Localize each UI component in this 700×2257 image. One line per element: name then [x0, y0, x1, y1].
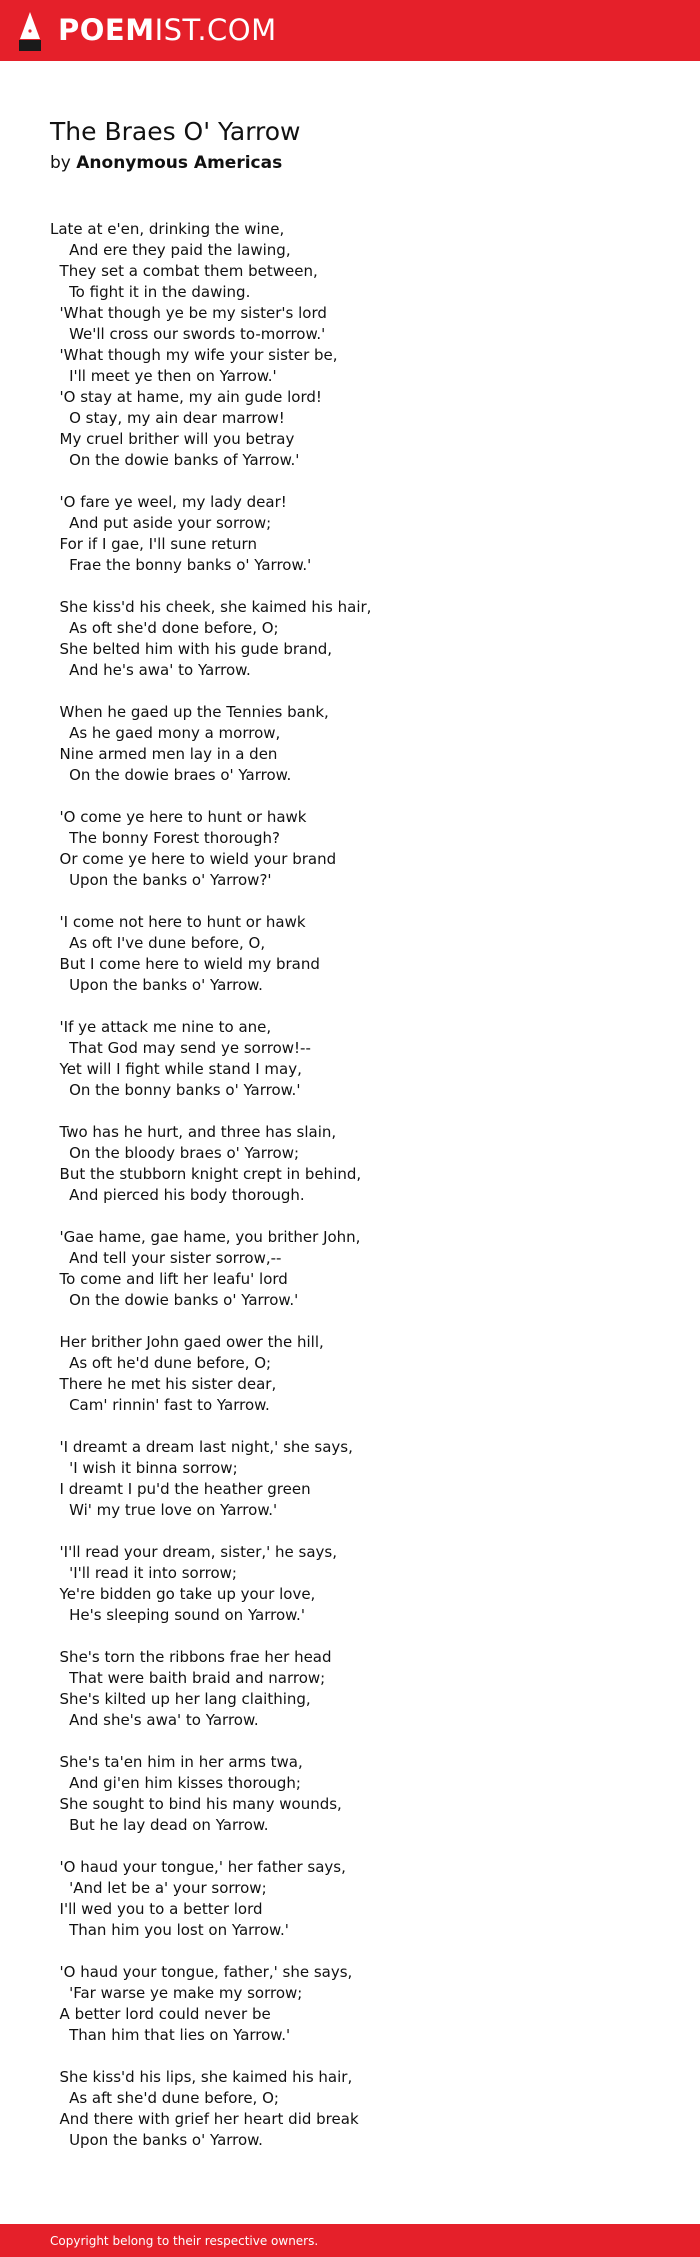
stanza — [50, 912, 371, 996]
poem-line: On the dowie braes o' Yarrow. — [50, 766, 292, 784]
poem-line: Frae the bonny banks o' Yarrow.' — [50, 556, 312, 574]
stanza-gap — [50, 681, 371, 702]
poem-line: I dreamt I pu'd the heather green — [50, 1480, 311, 1498]
stanza-gap — [50, 1626, 371, 1647]
poem-line: On the bloody braes o' Yarrow; — [50, 1144, 300, 1162]
stanza-gap — [50, 1836, 371, 1857]
poem-line: There he met his sister dear, — [50, 1375, 277, 1393]
poem-line: I'll meet ye then on Yarrow.' — [50, 367, 277, 385]
poem-line: On the dowie banks o' Yarrow.' — [50, 1291, 299, 1309]
stanza — [50, 1122, 371, 1206]
poem-line: And she's awa' to Yarrow. — [50, 1711, 259, 1729]
poem-body — [50, 219, 371, 2151]
poem-line: On the bonny banks o' Yarrow.' — [50, 1081, 301, 1099]
byline — [50, 151, 660, 175]
poem-line: Than him you lost on Yarrow.' — [50, 1921, 289, 1939]
poem-line: 'What though ye be my sister's lord — [50, 304, 327, 322]
site-logo[interactable] — [18, 11, 277, 51]
poem-line: And tell your sister sorrow,-- — [50, 1249, 282, 1267]
stanza — [50, 1332, 371, 1416]
poem-line: 'Gae hame, gae hame, you brither John, — [50, 1228, 361, 1246]
poem-header — [50, 116, 660, 175]
poem-line: Upon the banks o' Yarrow. — [50, 2131, 263, 2149]
poem-line: 'I'll read your dream, sister,' he says, — [50, 1543, 337, 1561]
poem-line: She's torn the ribbons frae her head — [50, 1648, 332, 1666]
poem-line: Cam' rinnin' fast to Yarrow. — [50, 1396, 270, 1414]
poem-line: 'And let be a' your sorrow; — [50, 1879, 267, 1897]
stanza-gap — [50, 786, 371, 807]
poem-line: My cruel brither will you betray — [50, 430, 295, 448]
logo-wordmark-bold: POEM — [58, 13, 155, 47]
poem-line: And gi'en him kisses thorough; — [50, 1774, 301, 1792]
poem-line: Yet will I fight while stand I may, — [50, 1060, 302, 1078]
stanza — [50, 1017, 371, 1101]
poem-line: 'What though my wife your sister be, — [50, 346, 338, 364]
poem-line: As he gaed mony a morrow, — [50, 724, 281, 742]
stanza — [50, 1752, 371, 1836]
poem-line: He's sleeping sound on Yarrow.' — [50, 1606, 305, 1624]
poem-line: Upon the banks o' Yarrow. — [50, 976, 263, 994]
poem-line: But I come here to wield my brand — [50, 955, 320, 973]
stanza — [50, 807, 371, 891]
poem-line: 'O haud your tongue,' her father says, — [50, 1858, 346, 1876]
logo-wordmark — [58, 13, 277, 47]
poem-line: On the dowie banks of Yarrow.' — [50, 451, 300, 469]
stanza — [50, 1857, 371, 1941]
stanza — [50, 1437, 371, 1521]
stanza — [50, 597, 371, 681]
stanza — [50, 1962, 371, 2046]
poem-line: A better lord could never be — [50, 2005, 271, 2023]
poem-line: But the stubborn knight crept in behind, — [50, 1165, 362, 1183]
stanza-gap — [50, 1521, 371, 1542]
stanza-gap — [50, 1101, 371, 1122]
poem-line: To come and lift her leafu' lord — [50, 1270, 288, 1288]
poem-line: She kiss'd his cheek, she kaimed his hair, — [50, 598, 372, 616]
stanza-gap — [50, 576, 371, 597]
poem-line: Or come ye here to wield your brand — [50, 850, 337, 868]
poem-line: And pierced his body thorough. — [50, 1186, 305, 1204]
poem-line: 'O haud your tongue, father,' she says, — [50, 1963, 353, 1981]
poem-line: Wi' my true love on Yarrow.' — [50, 1501, 278, 1519]
poem-line: Nine armed men lay in a den — [50, 745, 278, 763]
author-name[interactable]: Anonymous Americas — [76, 153, 283, 173]
poem-line: Two has he hurt, and three has slain, — [50, 1123, 337, 1141]
poem-line: To fight it in the dawing. — [50, 283, 251, 301]
poem-line: She's kilted up her lang claithing, — [50, 1690, 311, 1708]
by-label: by — [50, 153, 71, 173]
poem-line: And put aside your sorrow; — [50, 514, 272, 532]
poem-line: She kiss'd his lips, she kaimed his hair, — [50, 2068, 353, 2086]
poem-line: 'If ye attack me nine to ane, — [50, 1018, 272, 1036]
poem-line: 'O fare ye weel, my lady dear! — [50, 493, 287, 511]
stanza-gap — [50, 1416, 371, 1437]
stanza-gap — [50, 1941, 371, 1962]
poem-line: For if I gae, I'll sune return — [50, 535, 257, 553]
site-footer — [0, 2224, 700, 2257]
stanza — [50, 492, 371, 576]
poem-line: As oft he'd dune before, O; — [50, 1354, 272, 1372]
stanza — [50, 1542, 371, 1626]
poem-line: As oft I've dune before, O, — [50, 934, 266, 952]
poem-line: Than him that lies on Yarrow.' — [50, 2026, 291, 2044]
poem-line: Upon the banks o' Yarrow?' — [50, 871, 272, 889]
poem-line: Ye're bidden go take up your love, — [50, 1585, 316, 1603]
poem-line: That God may send ye sorrow!-- — [50, 1039, 311, 1057]
pen-nib-icon — [18, 11, 42, 51]
poem-line: 'I come not here to hunt or hawk — [50, 913, 306, 931]
poem-line: 'Far warse ye make my sorrow; — [50, 1984, 303, 2002]
poem-line: As aft she'd dune before, O; — [50, 2089, 279, 2107]
poem-line: That were baith braid and narrow; — [50, 1669, 326, 1687]
poem-line: Late at e'en, drinking the wine, — [50, 220, 285, 238]
stanza-gap — [50, 471, 371, 492]
stanza-gap — [50, 891, 371, 912]
poem-line: And ere they paid the lawing, — [50, 241, 291, 259]
poem-line: We'll cross our swords to-morrow.' — [50, 325, 326, 343]
poem-line: And he's awa' to Yarrow. — [50, 661, 251, 679]
stanza — [50, 2067, 371, 2151]
poem-line: The bonny Forest thorough? — [50, 829, 280, 847]
stanza-gap — [50, 1731, 371, 1752]
poem-line: She's ta'en him in her arms twa, — [50, 1753, 303, 1771]
stanza-gap — [50, 1206, 371, 1227]
poem-line: Her brither John gaed ower the hill, — [50, 1333, 324, 1351]
poem-line: O stay, my ain dear marrow! — [50, 409, 285, 427]
site-header — [0, 0, 700, 61]
poem-line: 'I wish it binna sorrow; — [50, 1459, 238, 1477]
poem-line: She sought to bind his many wounds, — [50, 1795, 342, 1813]
poem-line: As oft she'd done before, O; — [50, 619, 279, 637]
poem-line: 'I'll read it into sorrow; — [50, 1564, 237, 1582]
stanza — [50, 1647, 371, 1731]
poem-title: The Braes O' Yarrow — [50, 117, 301, 146]
poem-line: I'll wed you to a better lord — [50, 1900, 263, 1918]
stanza — [50, 219, 371, 471]
poem-line: 'I dreamt a dream last night,' she says, — [50, 1438, 353, 1456]
stanza-gap — [50, 996, 371, 1017]
poem-line: But he lay dead on Yarrow. — [50, 1816, 269, 1834]
stanza-gap — [50, 2046, 371, 2067]
poem-line: She belted him with his gude brand, — [50, 640, 333, 658]
poem-line: They set a combat them between, — [50, 262, 318, 280]
copyright-text: Copyright belong to their respective owners. — [50, 2233, 319, 2248]
poem-line: 'O stay at hame, my ain gude lord! — [50, 388, 322, 406]
stanza — [50, 702, 371, 786]
poem-line: And there with grief her heart did break — [50, 2110, 359, 2128]
poem-line: 'O come ye here to hunt or hawk — [50, 808, 307, 826]
logo-wordmark-light: IST.COM — [154, 13, 277, 47]
poem-line: When he gaed up the Tennies bank, — [50, 703, 329, 721]
stanza — [50, 1227, 371, 1311]
stanza-gap — [50, 1311, 371, 1332]
